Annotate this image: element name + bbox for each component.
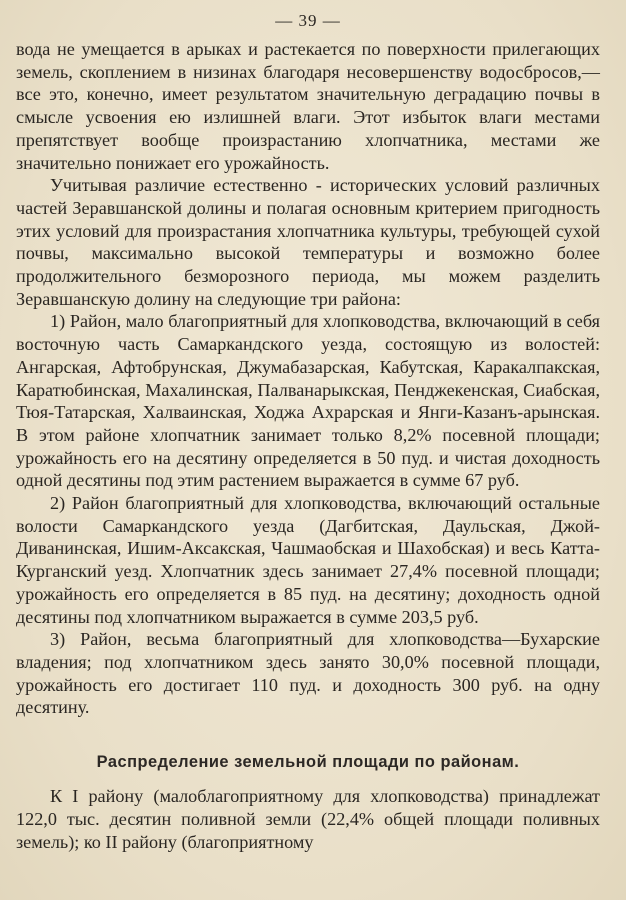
paragraph-land-distribution: К I району (малоблагоприятному для хлопководства) принадлежат 122,0 тыс. десятин поливной земли (22,4% общей площади поливных земель); ко II району (благоприятному	[16, 786, 600, 852]
body-text	[16, 38, 600, 853]
paragraph-conditions: Учитывая различие естественно - исторических условий различных частей Зеравшанской долины и полагая основным критерием пригодность этих условий для произрастания хлопчатника культуры, требующей сухой почвы, максимально высокой температуры и возможно более продолжительного безморозного периода, мы можем разделить Зеравшанскую долину на следующие три района:	[16, 175, 600, 309]
paragraph-region-1: 1) Район, мало благоприятный для хлопководства, включающий в себя восточную часть Самаркандского уезда, состоящую из волостей: Ангарская, Афтобрунская, Джумабазарская, Кабутская, Каракалпакская, Каратюбинская, Махалинская, Палванарыкская, Пенджекенская, Сиабская, Тюя-Татарская, Халваинская, Ходжа Ахрарская и Янги-Казанъ-арынская. В этом районе хлопчатник занимает только 8,2% посевной площади; урожайность его на десятину определяется в 50 пуд. и чистая доходность одной десятины под этим растением выражается в сумме 67 руб.	[16, 311, 600, 491]
page-number: — 39 —	[275, 11, 341, 30]
paragraph-continuation: вода не умещается в арыках и растекается по поверхности прилегающих земель, скоплением в низинах благодаря несовершенству водосбросов,—все это, конечно, имеет результатом значительную деградацию почвы в смысле усвоения ею излишней влаги. Этот избыток влаги местами препятствует вообще произрастанию хлопчатника, местами же значительно понижает его урожайность.	[16, 39, 600, 173]
paragraph-region-2: 2) Район благоприятный для хлопководства, включающий остальные волости Самаркандского уезда (Дагбитская, Даульская, Джой-Диванинская, Ишим-Аксакская, Чашмаобская и Шахобская) и весь Катта-Курганский уезд. Хлопчатник здесь занимает 27,4% посевной площади; урожайность его определяется в 85 пуд. на десятину; доходность одной десятины под хлопчатником выражается в сумме 203,5 руб.	[16, 493, 600, 627]
section-heading: Распределение земельной площади по районам.	[96, 753, 520, 772]
paragraph-region-3: 3) Район, весьма благоприятный для хлопководства—Бухарские владения; под хлопчатником здесь занято 30,0% посевной площади, урожайность его достигает 110 пуд. и доходность 300 руб. на одну десятину.	[16, 629, 600, 718]
